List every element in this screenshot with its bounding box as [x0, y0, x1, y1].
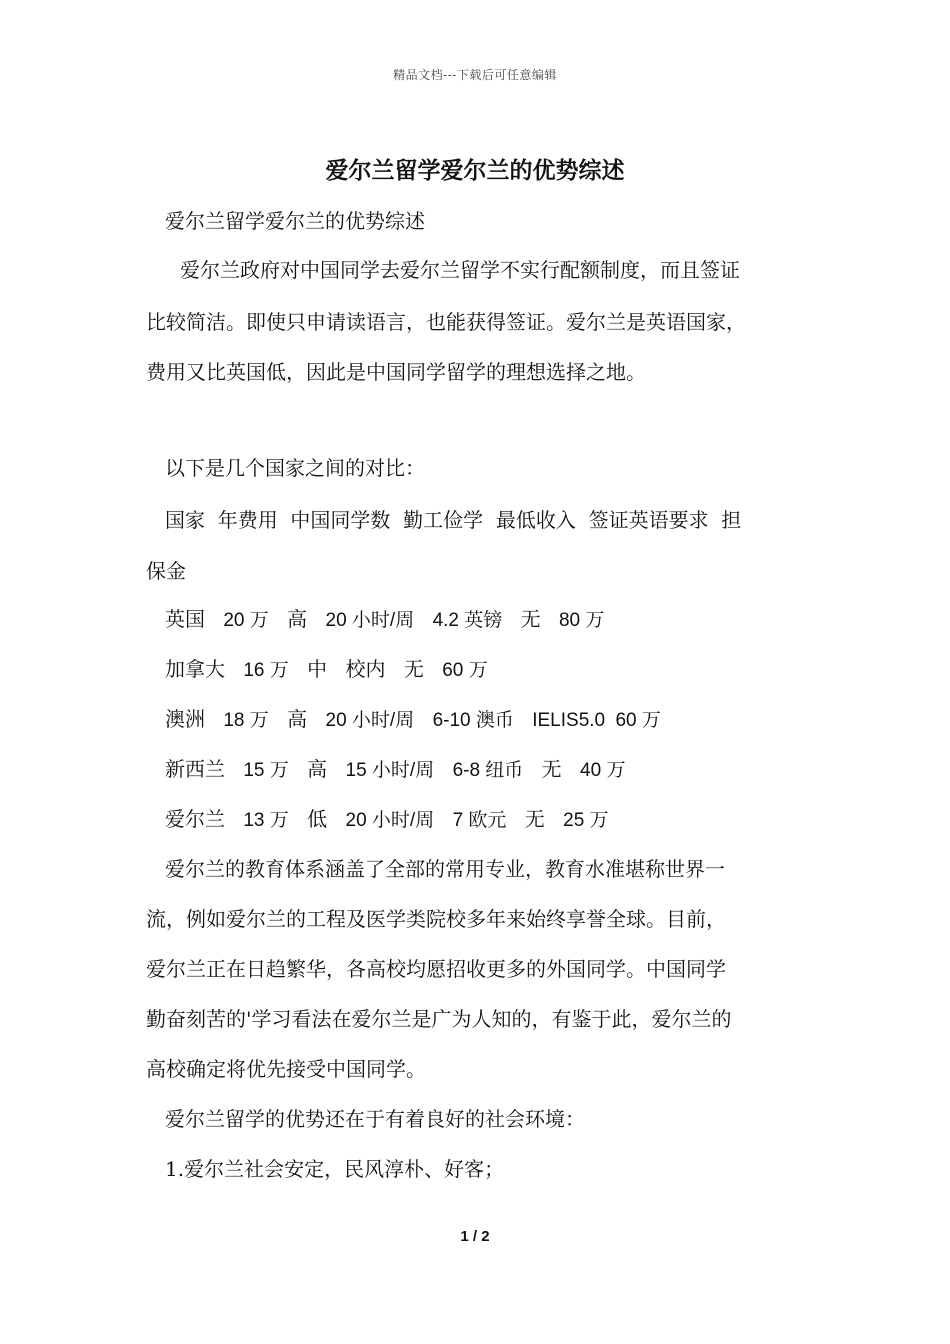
table-row [165, 657, 500, 683]
row-income: 4.2 英镑 [432, 610, 503, 631]
row-work: 校内 [345, 657, 386, 681]
document-subtitle: 爱尔兰留学爱尔兰的优势综述 [165, 209, 425, 233]
row-work: 20 小时/周 [345, 810, 435, 831]
education-line-2: 流，例如爱尔兰的工程及医学类院校多年来始终享誉全球。目前， [146, 907, 726, 931]
row-deposit: 40 万 [580, 760, 626, 781]
education-line-5: 高校确定将优先接受中国同学。 [146, 1057, 426, 1081]
row-english: 无 [520, 607, 541, 631]
row-english: 无 [403, 657, 424, 681]
environment-intro: 爱尔兰留学的优势还在于有着良好的社会环境： [165, 1107, 585, 1131]
row-students: 高 [307, 757, 328, 781]
row-country: 爱尔兰 [165, 807, 225, 831]
table-row [165, 607, 616, 633]
row-country: 澳洲 [165, 707, 205, 731]
row-income: 6-8 纽币 [452, 760, 524, 781]
row-students: 高 [287, 607, 308, 631]
row-deposit: 60 万 [615, 710, 661, 731]
row-country: 英国 [165, 607, 205, 631]
row-english: 无 [524, 807, 545, 831]
education-line-4: 勤奋刻苦的'学习看法在爱尔兰是广为人知的，有鉴于此，爱尔兰的 [146, 1007, 732, 1031]
document-title: 爱尔兰留学爱尔兰的优势综述 [325, 157, 625, 184]
row-fee: 13 万 [243, 810, 289, 831]
header-note: 精品文档---下载后可任意编辑 [393, 68, 557, 82]
table-row [165, 707, 673, 733]
table-row [165, 757, 637, 783]
row-fee: 16 万 [243, 660, 289, 681]
row-income: 6-10 澳币 [432, 710, 514, 731]
education-line-3: 爱尔兰正在日趋繁华，各高校均愿招收更多的外国同学。中国同学 [146, 957, 726, 981]
education-line-1: 爱尔兰的教育体系涵盖了全部的常用专业，教育水准堪称世界一 [165, 857, 725, 881]
row-deposit: 25 万 [563, 810, 609, 831]
row-students: 中 [307, 657, 328, 681]
row-students: 高 [287, 707, 308, 731]
intro-line-2: 比较简洁。即使只申请读语言，也能获得签证。爱尔兰是英语国家， [146, 310, 746, 334]
page-number: 1 / 2 [460, 1228, 490, 1245]
row-work: 15 小时/周 [345, 760, 435, 781]
table-header-line-2: 保金 [146, 559, 186, 583]
environment-point-1: 1.爱尔兰社会安定，民风淳朴、好客； [165, 1157, 505, 1181]
row-income: 7 欧元 [452, 810, 507, 831]
row-country: 新西兰 [165, 757, 225, 781]
intro-line-1: 爱尔兰政府对中国同学去爱尔兰留学不实行配额制度，而且签证 [180, 258, 740, 282]
table-header-line-1: 国家 年费用 中国同学数 勤工俭学 最低收入 签证英语要求 担 [165, 508, 742, 532]
row-fee: 15 万 [243, 760, 289, 781]
row-english: IELIS5.0 [532, 710, 606, 731]
row-fee: 18 万 [223, 710, 269, 731]
row-country: 加拿大 [165, 657, 225, 681]
table-row [165, 807, 621, 833]
row-english: 无 [541, 757, 562, 781]
row-work: 20 小时/周 [325, 710, 415, 731]
intro-line-3: 费用又比英国低，因此是中国同学留学的理想选择之地。 [146, 360, 646, 384]
comparison-intro: 以下是几个国家之间的对比： [165, 456, 425, 480]
row-students: 低 [307, 807, 328, 831]
row-deposit: 60 万 [442, 660, 488, 681]
row-work: 20 小时/周 [325, 610, 415, 631]
row-deposit: 80 万 [558, 610, 605, 631]
row-fee: 20 万 [223, 610, 269, 631]
